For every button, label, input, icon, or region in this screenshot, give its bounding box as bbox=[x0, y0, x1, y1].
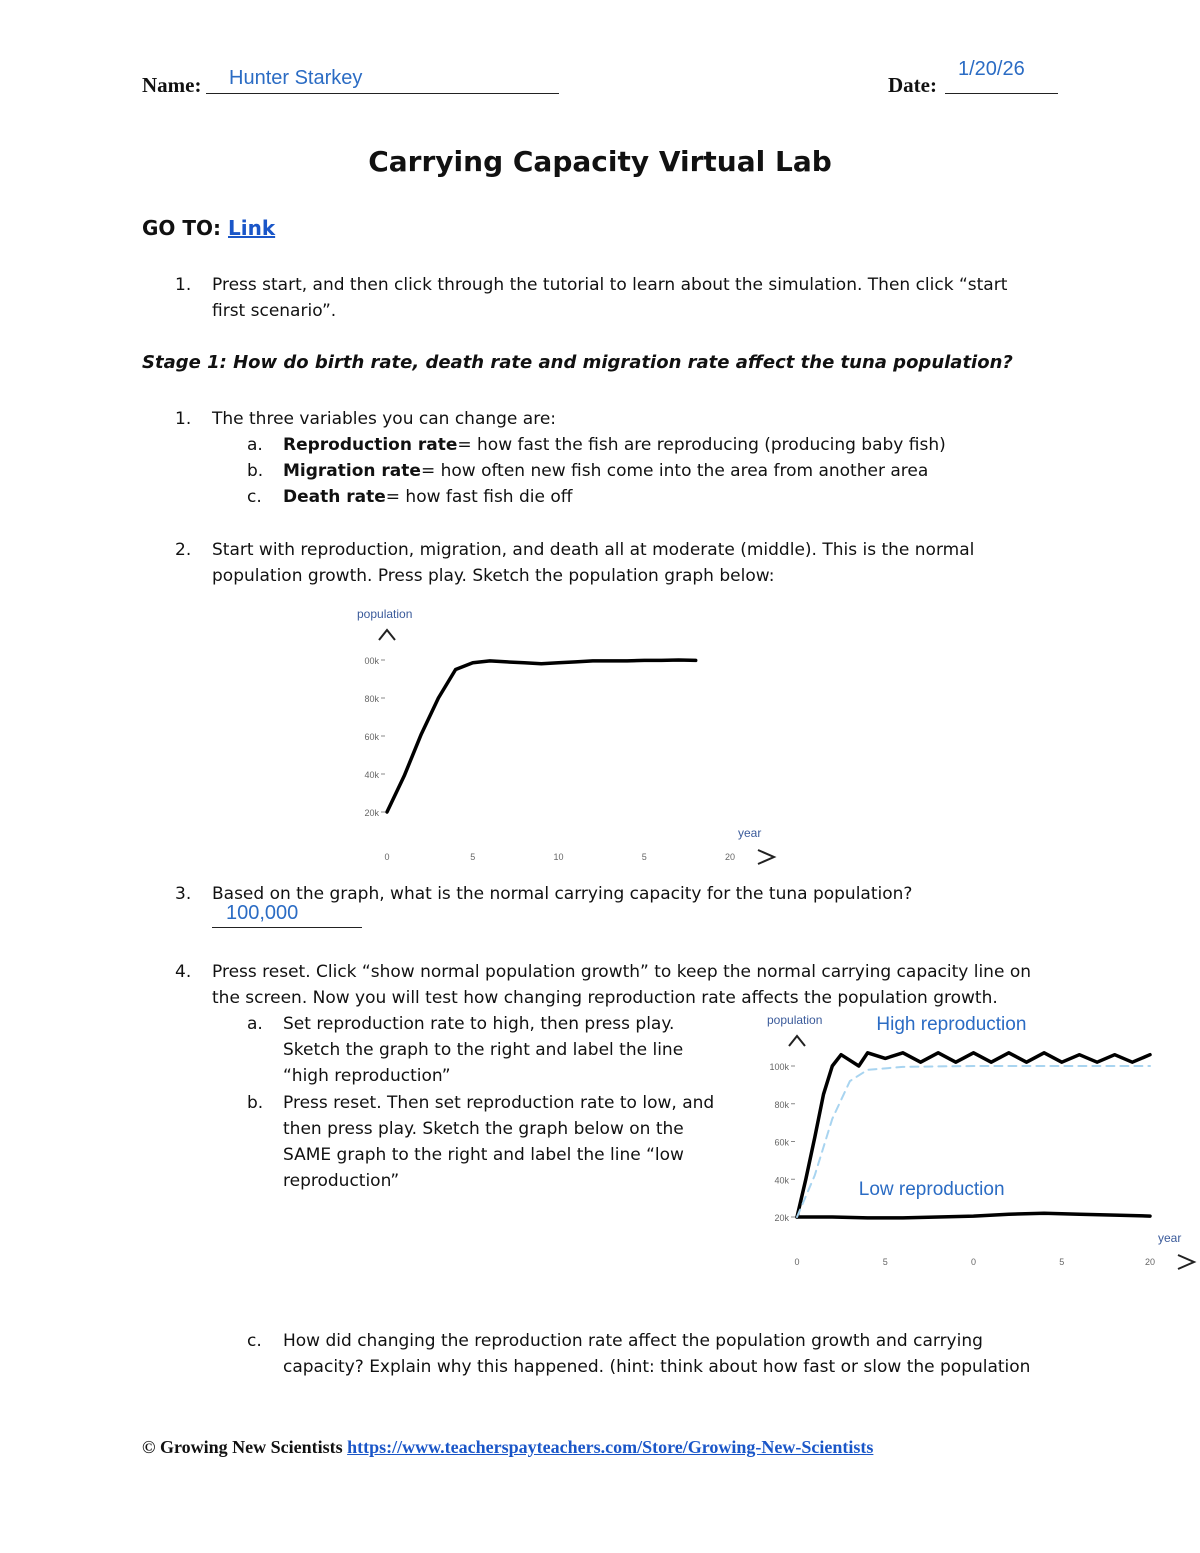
footer bbox=[142, 1437, 873, 1458]
normal-growth-chart bbox=[340, 600, 780, 870]
name-label: Name: bbox=[142, 73, 202, 97]
date-label: Date: bbox=[888, 73, 937, 97]
x-tick-label: 0 bbox=[384, 852, 390, 862]
date-value[interactable]: 1/20/26 bbox=[958, 58, 1025, 80]
q4b-line: then press play. Sketch the graph below on the bbox=[283, 1119, 684, 1139]
x-tick-label: 5 bbox=[882, 1257, 888, 1267]
name-underline bbox=[206, 93, 559, 94]
q1-item-letter: c. bbox=[247, 487, 262, 507]
reproduction-chart bbox=[750, 1005, 1182, 1280]
date-underline bbox=[945, 93, 1058, 94]
q4c-letter: c. bbox=[247, 1331, 262, 1351]
q4a-line: Set reproduction rate to high, then press play. bbox=[283, 1014, 675, 1034]
x-axis-label: year bbox=[738, 826, 762, 840]
series-line bbox=[387, 660, 696, 812]
footer-link[interactable]: https://www.teacherspayteachers.com/Store/Growing-New-Scientists bbox=[347, 1437, 874, 1457]
q1-item-letter: b. bbox=[247, 461, 264, 481]
q3-answer-underline bbox=[212, 927, 362, 928]
x-tick-label: 0 bbox=[794, 1257, 800, 1267]
q4b-line: reproduction” bbox=[283, 1171, 400, 1191]
stage1-heading: Stage 1: How do birth rate, death rate and migration rate affect the tuna population? bbox=[142, 352, 1013, 373]
y-axis-arrow bbox=[379, 630, 395, 640]
series-label: Low reproduction bbox=[858, 1179, 1005, 1200]
y-tick-label: 80k bbox=[364, 694, 379, 704]
q2-line-1: Start with reproduction, migration, and death all at moderate (middle). This is the normal bbox=[212, 540, 975, 560]
q1-item-a bbox=[247, 432, 946, 458]
q4c-line: capacity? Explain why this happened. (hint: think about how fast or slow the population bbox=[283, 1357, 1031, 1377]
q1-item-c bbox=[247, 484, 572, 510]
q1-text: The three variables you can change are: bbox=[212, 409, 557, 429]
y-tick-label: 60k bbox=[364, 732, 379, 742]
q1-item-def: = how often new fish come into the area from another area bbox=[420, 461, 929, 481]
q4-line-1: Press reset. Click “show normal population growth” to keep the normal carrying capacity line on bbox=[212, 962, 1031, 982]
q4-line-2: the screen. Now you will test how changing reproduction rate affects the population growth. bbox=[212, 988, 998, 1008]
y-tick-label: 20k bbox=[364, 808, 379, 818]
q4a-letter: a. bbox=[247, 1014, 263, 1034]
x-axis-arrow bbox=[758, 850, 774, 864]
q3-number: 3. bbox=[175, 884, 192, 904]
y-tick-label: 40k bbox=[364, 770, 379, 780]
q1-item-def: = how fast fish die off bbox=[385, 487, 573, 507]
x-tick-label: 20 bbox=[1144, 1257, 1156, 1267]
intro-line-1: Press start, and then click through the tutorial to learn about the simulation. Then click “start bbox=[212, 275, 1008, 295]
q4b-line: SAME graph to the right and label the line “low bbox=[283, 1145, 684, 1165]
q1-item-b bbox=[247, 458, 928, 484]
goto-link[interactable]: Link bbox=[228, 216, 276, 240]
q4b-line: Press reset. Then set reproduction rate to low, and bbox=[283, 1093, 715, 1113]
page-title: Carrying Capacity Virtual Lab bbox=[368, 145, 832, 178]
q1-item-def: = how fast the fish are reproducing (producing baby fish) bbox=[457, 435, 946, 455]
y-tick-label: 40k bbox=[774, 1175, 789, 1186]
y-axis-label: population bbox=[767, 1013, 823, 1027]
q2-number: 2. bbox=[175, 540, 192, 560]
y-tick-label: 80k bbox=[774, 1099, 789, 1110]
q1-number: 1. bbox=[175, 409, 192, 429]
q2-line-2: population growth. Press play. Sketch the population graph below: bbox=[212, 566, 775, 586]
intro-line-2: first scenario”. bbox=[212, 301, 337, 321]
q1-item-term: Death rate bbox=[283, 487, 386, 507]
q4a-line: Sketch the graph to the right and label the line bbox=[283, 1040, 684, 1060]
q4-number: 4. bbox=[175, 962, 192, 982]
x-tick-label: 5 bbox=[641, 852, 647, 862]
x-axis-arrow bbox=[1178, 1255, 1194, 1269]
q4a-line: “high reproduction” bbox=[283, 1066, 451, 1086]
footer-copyright: © Growing New Scientists bbox=[142, 1437, 343, 1457]
q3-answer[interactable]: 100,000 bbox=[226, 902, 299, 924]
x-axis-label: year bbox=[1158, 1231, 1182, 1245]
q1-item-term: Reproduction rate bbox=[283, 435, 458, 455]
name-value[interactable]: Hunter Starkey bbox=[229, 67, 363, 89]
q4c-line: How did changing the reproduction rate affect the population growth and carrying bbox=[283, 1331, 983, 1351]
y-tick-label: 00k bbox=[364, 656, 379, 666]
series-line bbox=[797, 1213, 1150, 1218]
y-axis-label: population bbox=[357, 607, 413, 621]
y-tick-label: 60k bbox=[774, 1137, 789, 1148]
y-axis-arrow bbox=[789, 1036, 805, 1046]
x-tick-label: 5 bbox=[470, 852, 476, 862]
series-label: High reproduction bbox=[876, 1014, 1027, 1035]
q1-item-term: Migration rate bbox=[283, 461, 421, 481]
q1-item-letter: a. bbox=[247, 435, 263, 455]
y-tick-label: 100k bbox=[769, 1062, 789, 1072]
y-tick-label: 20k bbox=[774, 1213, 789, 1223]
goto-label: GO TO: bbox=[142, 216, 222, 240]
x-tick-label: 5 bbox=[1059, 1257, 1065, 1267]
q4b-letter: b. bbox=[247, 1093, 264, 1113]
x-tick-label: 20 bbox=[724, 852, 736, 862]
q3-text: Based on the graph, what is the normal carrying capacity for the tuna population? bbox=[212, 884, 913, 904]
x-tick-label: 0 bbox=[970, 1257, 977, 1267]
x-tick-label: 10 bbox=[553, 852, 564, 862]
intro-number: 1. bbox=[175, 275, 192, 295]
goto-line bbox=[142, 216, 275, 240]
